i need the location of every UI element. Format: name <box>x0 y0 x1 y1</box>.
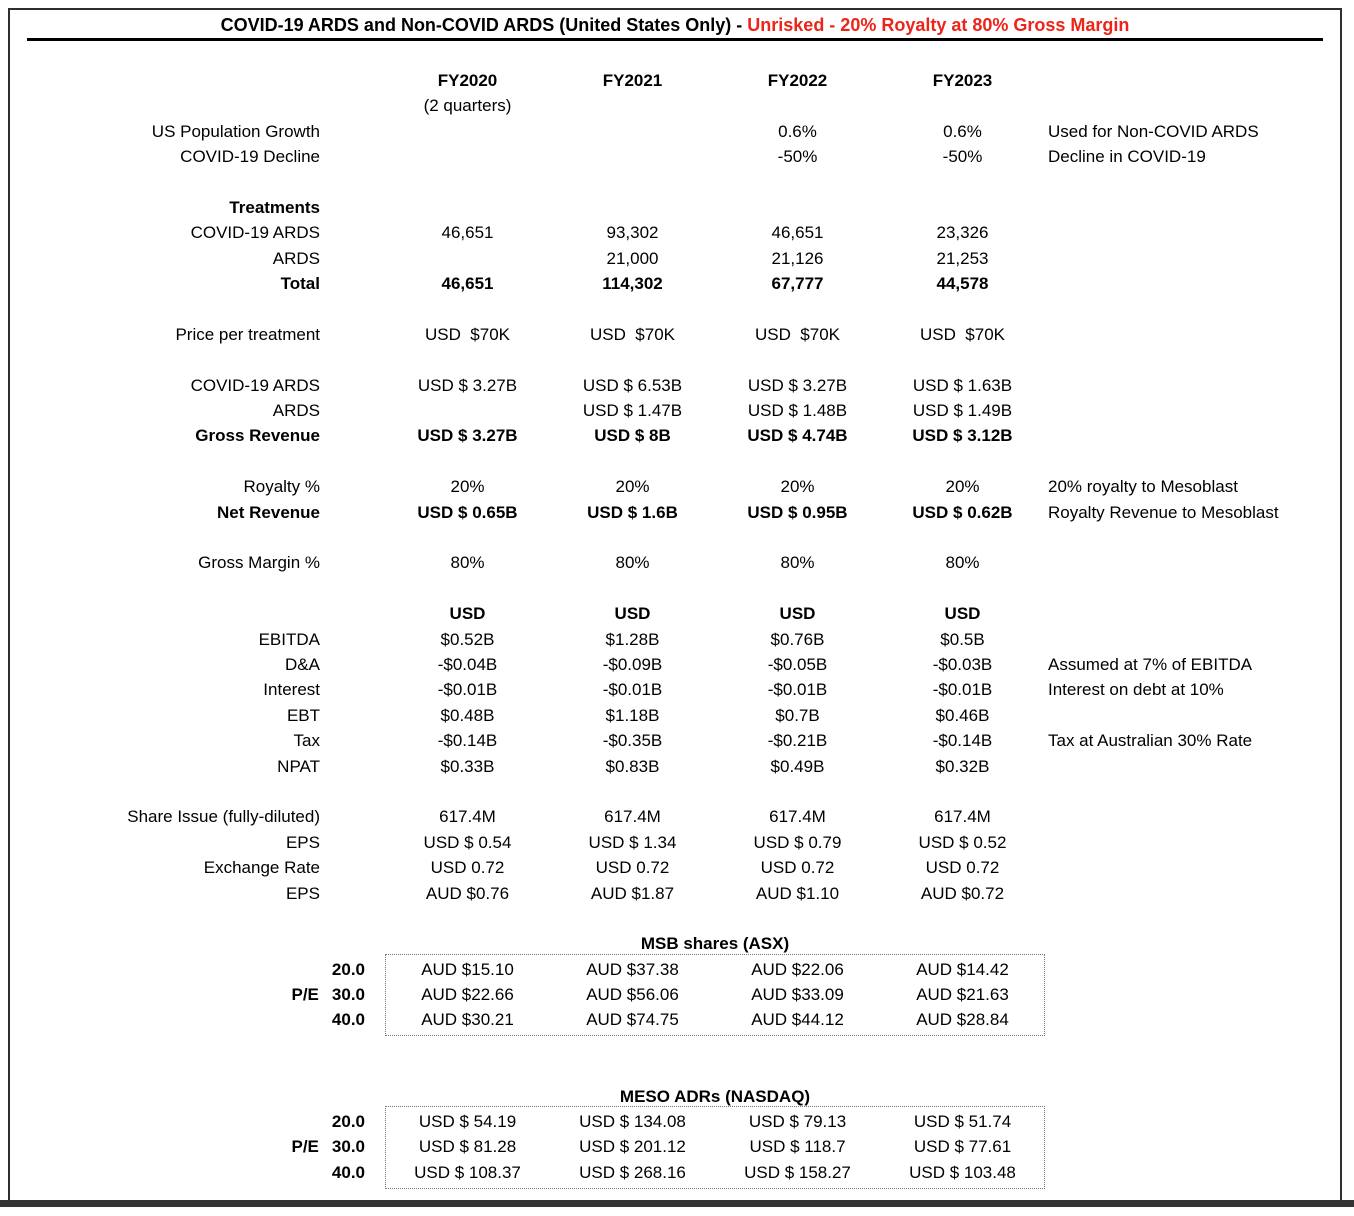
spacer-row <box>12 347 1338 372</box>
spacer-row <box>12 449 1338 474</box>
value-cell: USD $ 0.95B <box>747 502 848 522</box>
share-price-cell: AUD $28.84 <box>916 1010 1009 1030</box>
row-label: Interest <box>263 680 320 700</box>
table-row <box>12 271 1338 296</box>
table-row <box>12 144 1338 169</box>
value-cell <box>715 195 880 220</box>
row-label: Share Issue (fully-diluted) <box>127 807 320 827</box>
cell-empty <box>1045 1134 1338 1159</box>
value-cell: -$0.04B <box>437 654 498 674</box>
row-note <box>1045 423 1338 448</box>
share-price-cell: AUD $15.10 <box>421 959 514 979</box>
pe-row-label <box>12 1160 385 1185</box>
value-cell: USD $ 1.63B <box>912 375 1013 395</box>
value-cell <box>550 93 715 118</box>
row-note <box>1045 398 1338 423</box>
value-cell: USD $70K <box>754 324 841 344</box>
pe-multiple-value: 30.0 <box>331 985 365 1005</box>
share-price-cell: AUD $44.12 <box>751 1010 844 1030</box>
value-cell: USD $ 8B <box>594 426 671 446</box>
value-cell: -$0.01B <box>932 680 993 700</box>
value-cell: -$0.01B <box>437 680 498 700</box>
value-cell: $0.46B <box>935 705 990 725</box>
row-note <box>1045 271 1338 296</box>
value-cell: USD $70K <box>424 324 511 344</box>
row-label: NPAT <box>277 756 320 776</box>
page-title-main: COVID-19 ARDS and Non-COVID ARDS (United States Only) - <box>220 15 748 35</box>
value-cell: USD $ 0.54 <box>423 832 512 852</box>
table-row <box>12 474 1338 499</box>
value-cell <box>385 144 550 169</box>
table-row <box>12 246 1338 271</box>
share-price-cell: AUD $74.75 <box>586 1010 679 1030</box>
value-cell: 46,651 <box>771 223 824 243</box>
table-row <box>12 322 1338 347</box>
table-row <box>12 195 1338 220</box>
row-label: Total <box>280 274 320 294</box>
spacer-row <box>12 1033 1338 1058</box>
share-price-cell: USD $ 118.7 <box>749 1137 846 1157</box>
value-cell: USD $ 0.52 <box>918 832 1007 852</box>
page-title <box>27 12 1323 41</box>
spacer-row <box>12 906 1338 931</box>
column-header: FY2023 <box>932 71 993 90</box>
row-label: Tax <box>293 731 320 751</box>
row-note: 20% royalty to Mesoblast <box>1048 477 1238 497</box>
pe-table-row <box>12 957 1338 982</box>
pe-row-label <box>12 1109 385 1134</box>
page-title-highlight: Unrisked - 20% Royalty at 80% Gross Margin <box>747 15 1130 35</box>
table-row <box>12 627 1338 652</box>
value-cell: USD $ 0.62B <box>912 502 1013 522</box>
row-label: Royalty % <box>243 477 320 497</box>
value-cell: 23,326 <box>936 223 989 243</box>
pe-table-row <box>12 1134 1338 1159</box>
share-price-cell: USD $ 81.28 <box>418 1137 517 1157</box>
row-label: EBT <box>286 705 320 725</box>
value-cell: -$0.01B <box>767 680 828 700</box>
value-cell <box>385 195 550 220</box>
row-note <box>1045 220 1338 245</box>
section-header-label: MESO ADRs (NASDAQ) <box>619 1086 811 1106</box>
table-row <box>12 220 1338 245</box>
value-cell <box>550 144 715 169</box>
row-label: ARDS <box>272 248 320 268</box>
value-cell: 20% <box>945 477 980 497</box>
spacer-row <box>12 525 1338 550</box>
row-note <box>1045 246 1338 271</box>
table-row <box>12 550 1338 575</box>
value-cell: -$0.01B <box>602 680 663 700</box>
table-row <box>12 754 1338 779</box>
value-cell: USD $ 0.65B <box>417 502 518 522</box>
value-cell: AUD $1.87 <box>590 883 675 903</box>
pe-table-row <box>12 982 1338 1007</box>
cell-empty <box>1045 982 1338 1007</box>
value-cell: 20% <box>450 477 485 497</box>
table-row <box>12 423 1338 448</box>
row-note: Decline in COVID-19 <box>1048 147 1206 167</box>
value-cell: 46,651 <box>441 223 494 243</box>
row-note <box>1045 93 1338 118</box>
value-cell: 617.4M <box>934 807 991 827</box>
row-label: EBITDA <box>258 629 320 649</box>
value-cell: -$0.14B <box>437 731 498 751</box>
cell-empty <box>1045 1084 1338 1109</box>
table-row <box>12 601 1338 626</box>
value-cell <box>715 93 880 118</box>
pe-table-row <box>12 1160 1338 1185</box>
value-cell: USD $ 3.27B <box>417 426 518 446</box>
share-price-cell: USD $ 158.27 <box>744 1162 851 1182</box>
row-label: COVID-19 ARDS <box>190 375 320 395</box>
share-price-cell: USD $ 79.13 <box>748 1112 847 1132</box>
value-cell: USD 0.72 <box>430 858 505 878</box>
row-note <box>1045 627 1338 652</box>
cell-empty <box>1045 1007 1338 1032</box>
row-note: Tax at Australian 30% Rate <box>1048 731 1253 751</box>
row-note <box>1045 601 1338 626</box>
row-label: Net Revenue <box>217 502 320 522</box>
share-price-cell: USD $ 51.74 <box>913 1112 1012 1132</box>
value-cell: 46,651 <box>441 274 494 294</box>
pe-row-label <box>12 1134 385 1159</box>
table-row <box>12 728 1338 753</box>
table-row <box>12 881 1338 906</box>
spacer-row <box>12 576 1338 601</box>
row-note <box>1045 804 1338 829</box>
value-cell: 44,578 <box>936 274 989 294</box>
share-price-cell: USD $ 77.61 <box>913 1137 1012 1157</box>
value-cell: (2 quarters) <box>423 96 512 116</box>
share-price-cell: USD $ 268.16 <box>579 1162 686 1182</box>
table-row <box>12 373 1338 398</box>
column-header: FY2020 <box>437 71 498 90</box>
page-border-frame <box>8 8 1342 1200</box>
share-price-cell: AUD $56.06 <box>586 985 679 1005</box>
value-cell: -$0.09B <box>602 654 663 674</box>
value-cell: USD <box>449 604 486 624</box>
value-cell: 617.4M <box>439 807 496 827</box>
column-header: FY2021 <box>602 71 663 90</box>
row-label: Gross Margin % <box>198 553 320 573</box>
value-cell: 114,302 <box>602 274 663 294</box>
pe-row-label <box>12 957 385 982</box>
value-cell: USD $ 1.34 <box>588 832 677 852</box>
share-price-cell: AUD $21.63 <box>916 985 1009 1005</box>
share-price-cell: USD $ 134.08 <box>579 1112 686 1132</box>
value-cell: USD $ 3.12B <box>912 426 1013 446</box>
value-cell <box>550 195 715 220</box>
share-price-cell: AUD $37.38 <box>586 959 679 979</box>
value-cell: $0.76B <box>770 629 825 649</box>
share-price-cell: USD $ 54.19 <box>418 1112 517 1132</box>
bottom-border-bar <box>0 1200 1354 1207</box>
row-note <box>1045 373 1338 398</box>
value-cell: -$0.14B <box>932 731 993 751</box>
pe-row-label <box>12 1007 385 1032</box>
value-cell: 67,777 <box>771 274 824 294</box>
value-cell <box>385 398 550 423</box>
row-note: Assumed at 7% of EBITDA <box>1048 654 1253 674</box>
table-row <box>12 652 1338 677</box>
value-cell: USD $70K <box>589 324 676 344</box>
value-cell: USD $ 3.27B <box>417 375 518 395</box>
value-cell: $1.18B <box>605 705 660 725</box>
value-cell <box>385 119 550 144</box>
row-label: US Population Growth <box>151 121 320 141</box>
spacer-row <box>12 1058 1338 1083</box>
value-cell: USD 0.72 <box>760 858 835 878</box>
row-note <box>1045 322 1338 347</box>
value-cell: USD $70K <box>919 324 1006 344</box>
spacer-row <box>12 170 1338 195</box>
page-content <box>12 10 1338 1185</box>
row-label: EPS <box>285 832 320 852</box>
share-price-cell: AUD $14.42 <box>916 959 1009 979</box>
value-cell: USD $ 1.6B <box>587 502 678 522</box>
row-note <box>1045 703 1338 728</box>
value-cell: 80% <box>450 553 485 573</box>
value-cell: $0.7B <box>775 705 820 725</box>
row-note <box>1045 754 1338 779</box>
value-cell: USD $ 0.79 <box>753 832 842 852</box>
value-cell: $0.48B <box>440 705 495 725</box>
table-row <box>12 500 1338 525</box>
value-cell <box>550 119 715 144</box>
pe-multiple-value: 40.0 <box>331 1010 365 1030</box>
spacer-row <box>12 779 1338 804</box>
value-cell: USD $ 1.48B <box>747 401 848 421</box>
pe-multiple-value: 40.0 <box>331 1162 365 1182</box>
cell-empty <box>1045 957 1338 982</box>
row-note <box>1045 68 1338 93</box>
value-cell: $0.83B <box>605 756 660 776</box>
value-cell: 0.6% <box>943 121 982 141</box>
value-cell: 617.4M <box>769 807 826 827</box>
row-note <box>1045 855 1338 880</box>
value-cell: USD <box>614 604 651 624</box>
row-label: COVID-19 ARDS <box>190 223 320 243</box>
value-cell: USD $ 1.49B <box>912 401 1013 421</box>
value-cell: AUD $0.76 <box>425 883 510 903</box>
row-label: Gross Revenue <box>195 426 320 446</box>
table-row <box>12 119 1338 144</box>
value-cell: -$0.35B <box>602 731 663 751</box>
value-cell: 21,000 <box>606 248 659 268</box>
row-label <box>12 601 385 626</box>
value-cell: $0.52B <box>440 629 495 649</box>
value-cell <box>880 195 1045 220</box>
value-cell: USD $ 6.53B <box>582 375 683 395</box>
value-cell: 80% <box>945 553 980 573</box>
share-price-cell: USD $ 201.12 <box>579 1137 686 1157</box>
value-cell: 21,126 <box>771 248 824 268</box>
pe-label: P/E <box>291 985 319 1005</box>
cell-empty <box>12 931 385 956</box>
row-note <box>1045 550 1338 575</box>
value-cell: USD <box>779 604 816 624</box>
column-header: FY2022 <box>767 71 828 90</box>
row-label: D&A <box>285 654 320 674</box>
row-note: Used for Non-COVID ARDS <box>1048 121 1259 141</box>
value-cell: USD $ 1.47B <box>582 401 683 421</box>
value-cell: 20% <box>780 477 815 497</box>
share-price-cell: USD $ 103.48 <box>909 1162 1016 1182</box>
value-cell: $0.5B <box>940 629 985 649</box>
pe-label: P/E <box>291 1137 319 1157</box>
value-cell: USD $ 3.27B <box>747 375 848 395</box>
column-header-row <box>12 68 1338 93</box>
share-price-cell: AUD $22.06 <box>751 959 844 979</box>
table-row <box>12 703 1338 728</box>
row-label: Price per treatment <box>175 324 320 344</box>
value-cell: USD 0.72 <box>595 858 670 878</box>
row-note: Interest on debt at 10% <box>1048 680 1224 700</box>
pe-multiple-value: 20.0 <box>331 1112 365 1132</box>
row-note <box>1045 830 1338 855</box>
row-note <box>1045 881 1338 906</box>
value-cell: USD <box>944 604 981 624</box>
value-cell: 0.6% <box>778 121 817 141</box>
share-price-cell: AUD $33.09 <box>751 985 844 1005</box>
pe-multiple-value: 20.0 <box>331 959 365 979</box>
cell-empty <box>1045 1109 1338 1134</box>
value-cell: 80% <box>780 553 815 573</box>
cell-empty <box>1045 931 1338 956</box>
table-row <box>12 93 1338 118</box>
value-cell: 21,253 <box>936 248 989 268</box>
value-cell: AUD $0.72 <box>920 883 1005 903</box>
value-cell <box>385 246 550 271</box>
value-cell: -$0.21B <box>767 731 828 751</box>
pe-table-row <box>12 1109 1338 1134</box>
row-label: ARDS <box>272 401 320 421</box>
value-cell: $0.32B <box>935 756 990 776</box>
value-cell: AUD $1.10 <box>755 883 840 903</box>
value-cell: USD 0.72 <box>925 858 1000 878</box>
share-price-cell: USD $ 108.37 <box>414 1162 521 1182</box>
row-label <box>12 93 385 118</box>
section-header-label: MSB shares (ASX) <box>640 934 790 954</box>
table-row <box>12 830 1338 855</box>
table-row <box>12 677 1338 702</box>
cell-empty <box>1045 1160 1338 1185</box>
value-cell: -$0.05B <box>767 654 828 674</box>
value-cell: -50% <box>942 147 983 167</box>
share-price-cell: AUD $30.21 <box>421 1010 514 1030</box>
value-cell: $0.33B <box>440 756 495 776</box>
row-label <box>12 68 385 93</box>
value-cell: -50% <box>777 147 818 167</box>
row-label: Exchange Rate <box>203 858 320 878</box>
row-label: COVID-19 Decline <box>180 147 320 167</box>
value-cell: 93,302 <box>606 223 659 243</box>
table-row <box>12 398 1338 423</box>
value-cell: 80% <box>615 553 650 573</box>
row-label: EPS <box>285 883 320 903</box>
cell-empty <box>12 1084 385 1109</box>
row-note: Royalty Revenue to Mesoblast <box>1048 502 1279 522</box>
value-cell: $1.28B <box>605 629 660 649</box>
pe-table-row <box>12 1007 1338 1032</box>
value-cell: -$0.03B <box>932 654 993 674</box>
row-note <box>1045 195 1338 220</box>
share-price-cell: AUD $22.66 <box>421 985 514 1005</box>
value-cell: 617.4M <box>604 807 661 827</box>
pe-multiple-value: 30.0 <box>331 1137 365 1157</box>
table-row <box>12 804 1338 829</box>
value-cell: USD $ 4.74B <box>747 426 848 446</box>
table-row <box>12 855 1338 880</box>
model-table <box>12 68 1338 1185</box>
spacer-row <box>12 297 1338 322</box>
section-header-row <box>12 1084 1338 1109</box>
value-cell <box>880 93 1045 118</box>
value-cell: 20% <box>615 477 650 497</box>
section-header-row <box>12 931 1338 956</box>
value-cell: $0.49B <box>770 756 825 776</box>
row-label: Treatments <box>229 197 320 217</box>
pe-row-label <box>12 982 385 1007</box>
